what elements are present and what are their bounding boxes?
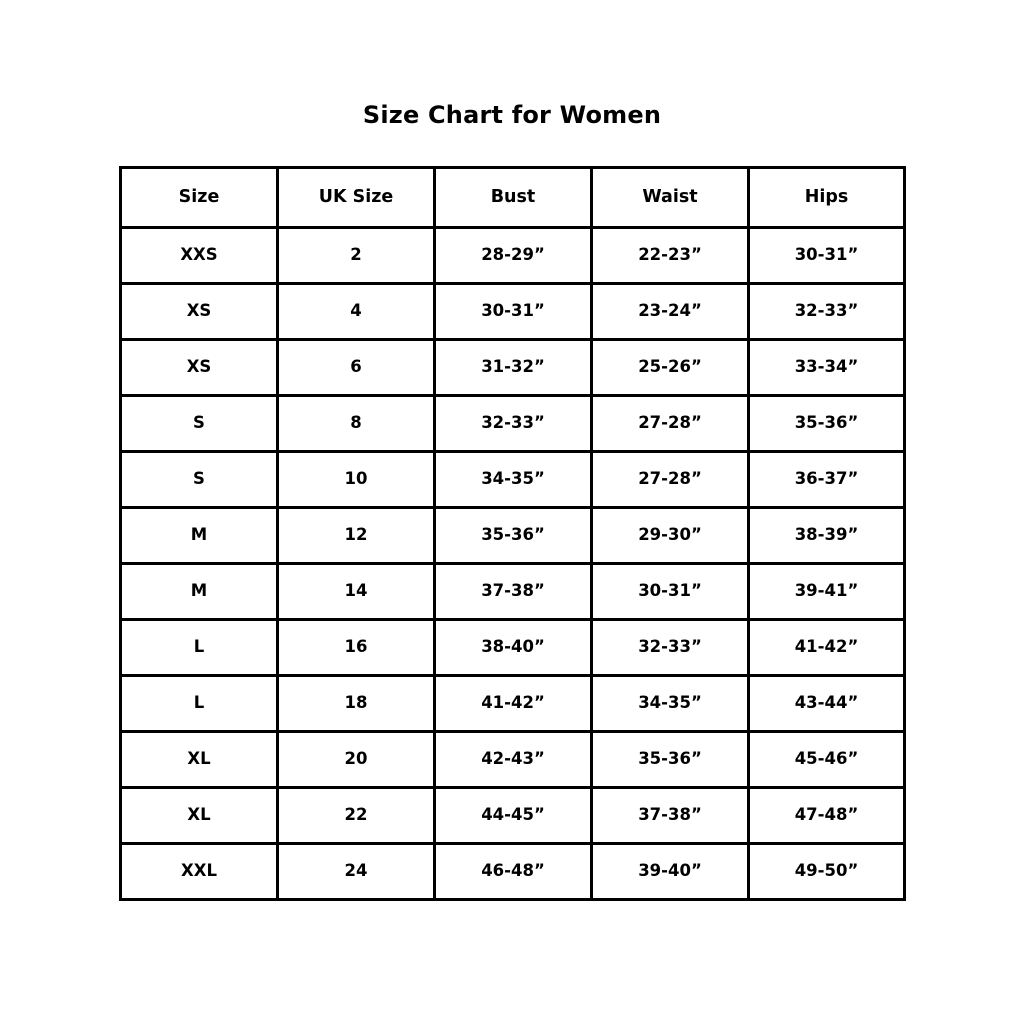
- table-row: [121, 788, 905, 844]
- cell-uk-size: 16: [278, 620, 435, 676]
- cell-size: M: [121, 508, 278, 564]
- cell-hips: 49-50”: [749, 844, 905, 900]
- cell-hips: 36-37”: [749, 452, 905, 508]
- size-chart-table-wrapper: [119, 166, 903, 901]
- cell-size: XXS: [121, 228, 278, 284]
- column-header-bust: Bust: [435, 168, 592, 228]
- cell-bust: 35-36”: [435, 508, 592, 564]
- table-row: [121, 620, 905, 676]
- cell-uk-size: 8: [278, 396, 435, 452]
- table-header-row: [121, 168, 905, 228]
- cell-hips: 43-44”: [749, 676, 905, 732]
- table-row: [121, 732, 905, 788]
- cell-size: M: [121, 564, 278, 620]
- cell-size: XS: [121, 340, 278, 396]
- cell-bust: 34-35”: [435, 452, 592, 508]
- cell-hips: 33-34”: [749, 340, 905, 396]
- column-header-waist: Waist: [592, 168, 749, 228]
- cell-size: XS: [121, 284, 278, 340]
- table-header: [121, 168, 905, 228]
- table-row: [121, 676, 905, 732]
- cell-bust: 37-38”: [435, 564, 592, 620]
- cell-uk-size: 12: [278, 508, 435, 564]
- cell-bust: 46-48”: [435, 844, 592, 900]
- cell-bust: 30-31”: [435, 284, 592, 340]
- cell-size: XL: [121, 732, 278, 788]
- table-body: [121, 228, 905, 900]
- cell-uk-size: 20: [278, 732, 435, 788]
- cell-waist: 30-31”: [592, 564, 749, 620]
- cell-size: S: [121, 396, 278, 452]
- cell-uk-size: 24: [278, 844, 435, 900]
- column-header-size: Size: [121, 168, 278, 228]
- cell-size: L: [121, 676, 278, 732]
- cell-bust: 38-40”: [435, 620, 592, 676]
- cell-hips: 41-42”: [749, 620, 905, 676]
- cell-hips: 47-48”: [749, 788, 905, 844]
- cell-size: XL: [121, 788, 278, 844]
- cell-waist: 35-36”: [592, 732, 749, 788]
- cell-waist: 39-40”: [592, 844, 749, 900]
- cell-uk-size: 14: [278, 564, 435, 620]
- cell-size: L: [121, 620, 278, 676]
- cell-uk-size: 4: [278, 284, 435, 340]
- cell-bust: 41-42”: [435, 676, 592, 732]
- cell-waist: 22-23”: [592, 228, 749, 284]
- cell-hips: 35-36”: [749, 396, 905, 452]
- cell-waist: 23-24”: [592, 284, 749, 340]
- column-header-hips: Hips: [749, 168, 905, 228]
- cell-uk-size: 18: [278, 676, 435, 732]
- table-row: [121, 284, 905, 340]
- table-row: [121, 228, 905, 284]
- cell-waist: 34-35”: [592, 676, 749, 732]
- cell-hips: 38-39”: [749, 508, 905, 564]
- cell-size: S: [121, 452, 278, 508]
- cell-hips: 30-31”: [749, 228, 905, 284]
- cell-uk-size: 2: [278, 228, 435, 284]
- cell-bust: 32-33”: [435, 396, 592, 452]
- cell-waist: 25-26”: [592, 340, 749, 396]
- cell-hips: 39-41”: [749, 564, 905, 620]
- page-title: Size Chart for Women: [362, 101, 662, 129]
- cell-hips: 45-46”: [749, 732, 905, 788]
- cell-uk-size: 10: [278, 452, 435, 508]
- table-row: [121, 844, 905, 900]
- cell-bust: 42-43”: [435, 732, 592, 788]
- size-chart-table: [119, 166, 906, 901]
- table-row: [121, 508, 905, 564]
- table-row: [121, 564, 905, 620]
- cell-bust: 31-32”: [435, 340, 592, 396]
- column-header-uk-size: UK Size: [278, 168, 435, 228]
- cell-bust: 44-45”: [435, 788, 592, 844]
- cell-waist: 32-33”: [592, 620, 749, 676]
- cell-waist: 27-28”: [592, 452, 749, 508]
- table-row: [121, 452, 905, 508]
- cell-hips: 32-33”: [749, 284, 905, 340]
- cell-bust: 28-29”: [435, 228, 592, 284]
- cell-waist: 27-28”: [592, 396, 749, 452]
- table-row: [121, 396, 905, 452]
- cell-uk-size: 22: [278, 788, 435, 844]
- cell-waist: 29-30”: [592, 508, 749, 564]
- cell-size: XXL: [121, 844, 278, 900]
- cell-waist: 37-38”: [592, 788, 749, 844]
- table-row: [121, 340, 905, 396]
- cell-uk-size: 6: [278, 340, 435, 396]
